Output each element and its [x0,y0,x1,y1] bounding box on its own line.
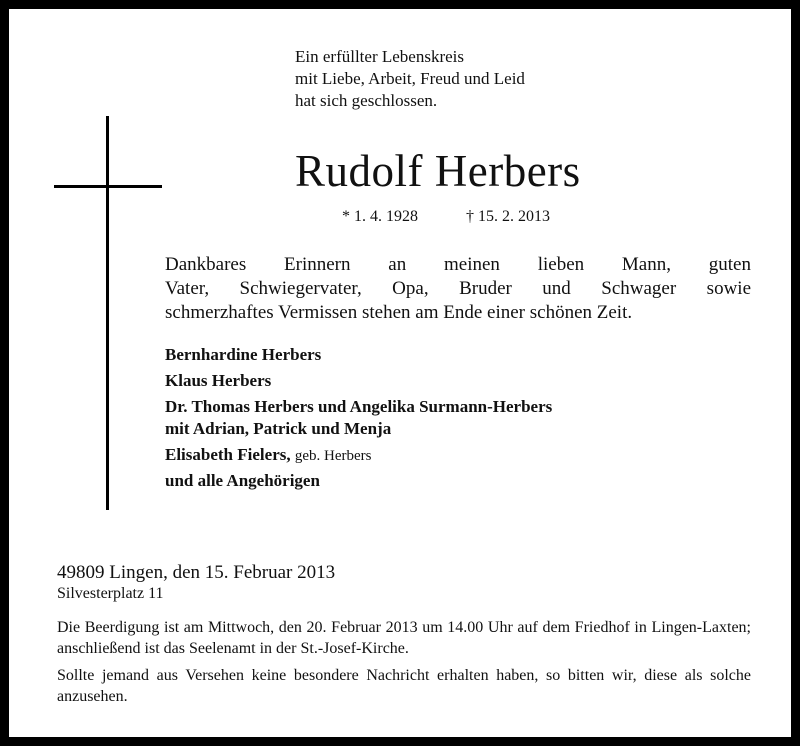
street-address: Silvesterplatz 11 [57,585,164,602]
mourner-entry [165,370,725,396]
thanks-line: schmerzhaftes Vermissen stehen am Ende einer schönen Zeit. [165,302,633,323]
mourner-name: Bernhardine Herbers [165,345,322,364]
mourner-name: Klaus Herbers [165,371,272,390]
mourner-children: mit Adrian, Patrick und Menja [165,419,392,438]
mourner-name: Elisabeth Fielers, [165,445,291,464]
mourner-entry [165,396,725,440]
mourner-name: Dr. Thomas Herbers und Angelika Surmann-Herbers [165,397,553,416]
deceased-name: Rudolf Herbers [295,146,581,196]
motto-line: mit Liebe, Arbeit, Freud und Leid [295,69,525,88]
mourner-entry [165,470,725,496]
thanks-line: Vater, Schwiegervater, Opa, Bruder und Schwager sowie [165,278,751,299]
death-date: † 15. 2. 2013 [466,208,550,225]
cross-horizontal-bar [54,185,162,188]
notification-disclaimer: Sollte jemand aus Versehen keine besondere Nachricht erhalten haben, so bitten wir, diese als solche anzusehen. [57,667,751,705]
motto-line: hat sich geschlossen. [295,91,438,110]
life-dates [342,206,550,228]
thanks-line: Dankbares Erinnern an meinen lieben Mann, guten [165,254,751,275]
mourner-name: und alle Angehörigen [165,471,320,490]
mourners-list [165,344,725,496]
motto-verse [295,46,525,112]
birth-date: * 1. 4. 1928 [342,208,418,225]
motto-line: Ein erfüllter Lebenskreis [295,47,464,66]
funeral-details: Die Beerdigung ist am Mittwoch, den 20. Februar 2013 um 14.00 Uhr auf dem Friedhof in Lingen-Laxten; anschließend ist das Seelenamt in der St.-Josef-Kirche. [57,619,751,657]
maiden-name: geb. Herbers [294,448,372,464]
cross-vertical-bar [106,116,109,510]
funeral-notices [57,617,751,713]
mourner-entry [165,444,725,470]
thanks-paragraph [165,253,751,325]
mourner-entry [165,344,725,370]
obituary-notice [9,9,791,737]
place-and-date: 49809 Lingen, den 15. Februar 2013 [57,562,336,583]
